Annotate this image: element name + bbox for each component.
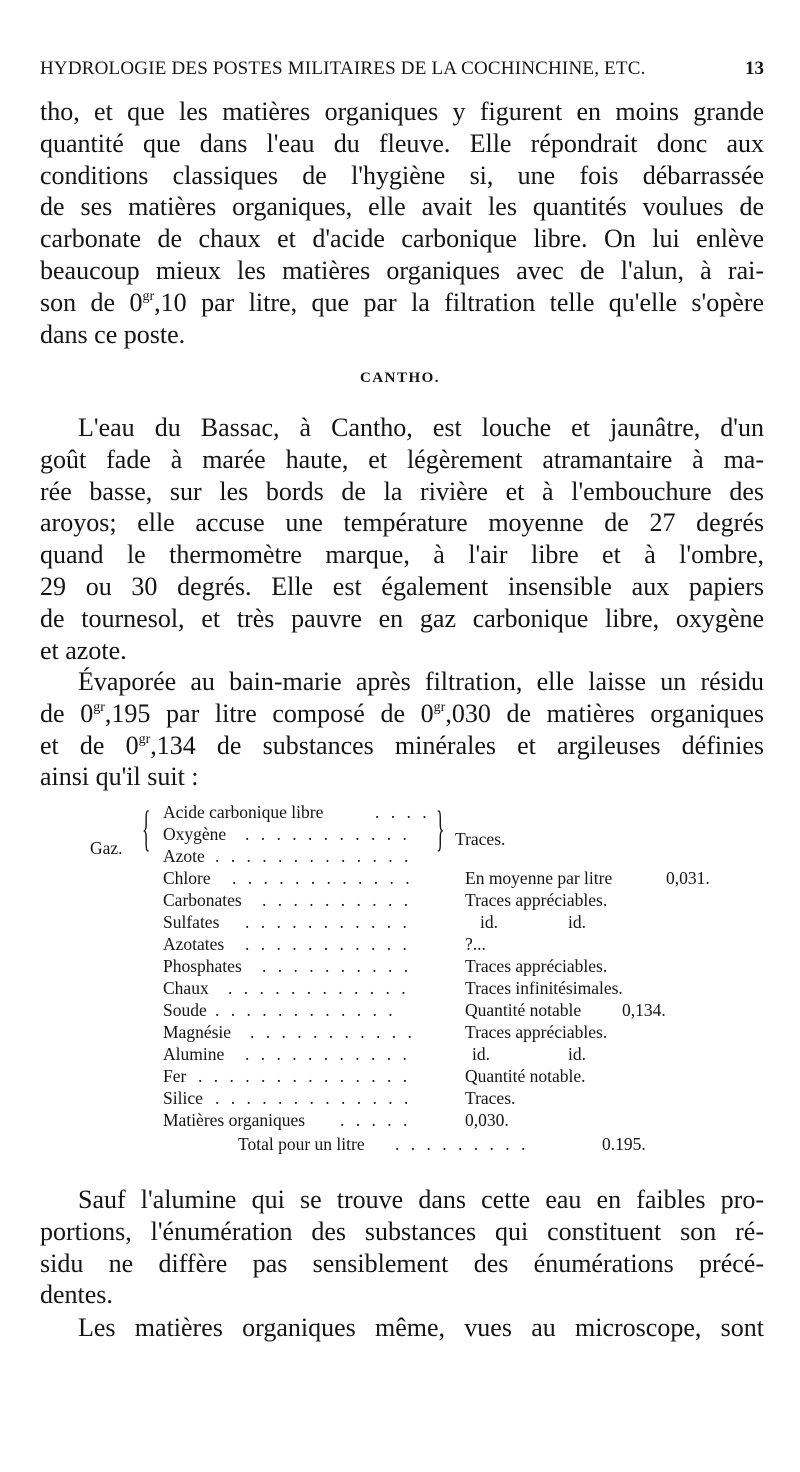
- substance-name: Silice: [163, 1088, 203, 1108]
- table-total-row: [0, 1134, 800, 1156]
- table-row: [0, 978, 800, 1000]
- total-value: 0.195.: [602, 1134, 646, 1154]
- leader-dots: . . . . . . . . . . .: [250, 1022, 416, 1042]
- leader-dots: . . . . . . . . . .: [262, 890, 412, 910]
- text-line: ainsi qu'il suit :: [40, 762, 199, 792]
- text-segment: son de 0: [40, 287, 143, 317]
- text-line: tho, et que les matières organiques y figurent en moins grande: [40, 97, 764, 126]
- paragraph-3: [40, 666, 764, 793]
- substance-value: En moyenne par litre: [465, 868, 613, 888]
- paragraph-1: [40, 96, 764, 350]
- table-row-gas: [0, 824, 800, 846]
- text-line: portions, l'énumération des substances qui constituent son ré-: [40, 1216, 764, 1246]
- text-line: Sauf l'alumine qui se trouve dans cette eau en faibles pro-: [78, 1185, 764, 1214]
- leader-dots: . . . . . . . . . . . . .: [215, 846, 412, 866]
- text-segment: de 0: [40, 698, 94, 728]
- text-line: 29 ou 30 degrés. Elle est également insensible aux papiers: [40, 571, 764, 601]
- substance-name: Azote: [163, 846, 205, 866]
- substance-name: Matières organiques: [163, 1110, 306, 1130]
- text-line: de ses matières organiques, elle avait les quantités voulues de: [40, 192, 764, 222]
- gas-traces-value: Traces.: [455, 829, 506, 849]
- substance-name: Fer: [163, 1066, 187, 1086]
- substance-value: id.: [480, 912, 498, 932]
- table-row: [0, 1110, 800, 1132]
- substance-name: Azotates: [163, 934, 225, 954]
- unit-superscript: gr: [433, 699, 446, 715]
- substance-name: Chaux: [163, 978, 209, 998]
- text-line: aroyos; elle accuse une température moyenne de 27 degrés: [40, 508, 764, 538]
- substance-value: Traces appréciables.: [465, 956, 608, 976]
- leader-dots: . . . . . . . . . . . . .: [215, 1088, 412, 1108]
- substance-value: 0,030.: [465, 1110, 509, 1130]
- unit-superscript: gr: [138, 731, 151, 747]
- text-line: sidu ne diffère pas sensiblement des énumérations précé-: [40, 1248, 764, 1278]
- text-line: Les matières organiques même, vues au microscope, sont: [78, 1313, 764, 1342]
- leader-dots: . . . . . . . . . . .: [245, 934, 411, 954]
- substance-name: Sulfates: [163, 912, 220, 932]
- table-row: [0, 1066, 800, 1088]
- substance-name: Soude: [163, 1000, 207, 1020]
- substance-name: Oxygène: [163, 824, 227, 844]
- text-line: [40, 287, 764, 319]
- table-row: [0, 1088, 800, 1110]
- text-segment: ,195 par litre composé de 0: [104, 698, 434, 728]
- leader-dots: . . . . . . . . . .: [262, 956, 412, 976]
- right-brace-icon: }: [436, 800, 445, 856]
- substance-value: Traces infinitésimales.: [465, 978, 623, 998]
- substance-amount: id.: [568, 912, 586, 932]
- text-line: [40, 698, 764, 730]
- substance-name: Alumine: [163, 1044, 225, 1064]
- text-line: goût fade à marée haute, et légèrement atramantaire à ma-: [40, 444, 764, 474]
- text-line: carbonate de chaux et d'acide carbonique libre. On lui enlève: [40, 224, 764, 254]
- text-segment: et de 0: [40, 730, 139, 760]
- substance-value: Traces appréciables.: [465, 1022, 608, 1042]
- table-row: [0, 1044, 800, 1066]
- leader-dots: . . . . . . . . . . . .: [232, 868, 414, 888]
- text-segment: ,030 de matières organiques: [445, 698, 765, 728]
- table-row: [0, 1000, 800, 1022]
- table-row-gas: [0, 846, 800, 868]
- substance-name: Phosphates: [163, 956, 242, 976]
- text-segment: ,10 par litre, que par la filtration telle qu'elle s'opère: [154, 287, 764, 317]
- substance-name: Carbonates: [163, 890, 242, 910]
- leader-dots: . . . . . . . . . . . .: [215, 1000, 397, 1020]
- text-line: dans ce poste.: [40, 319, 186, 349]
- substance-value: Quantité notable.: [465, 1066, 586, 1086]
- leader-dots: . . . . . . . . .: [395, 1134, 529, 1154]
- table-row: [0, 912, 800, 934]
- leader-dots: . . . . . . . . . . . .: [228, 978, 410, 998]
- substance-name: Chlore: [163, 868, 211, 888]
- text-line: beaucoup mieux les matières organiques avec de l'alun, à rai-: [40, 255, 764, 285]
- text-line: conditions classiques de l'hygiène si, une fois débarrassée: [40, 160, 764, 190]
- gas-group-label: Gaz.: [90, 838, 123, 858]
- table-row: [0, 934, 800, 956]
- substance-value: ?...: [465, 934, 486, 954]
- text-line: [40, 730, 764, 762]
- text-line: L'eau du Bassac, à Cantho, est louche et jaunâtre, d'un: [78, 413, 764, 442]
- running-header: [40, 58, 764, 88]
- leader-dots: . . . . . . . . . . . . . .: [198, 1066, 411, 1086]
- substance-value: Quantité notable: [465, 1000, 582, 1020]
- text-line: rée basse, sur les bords de la rivière et à l'embouchure des: [40, 476, 764, 506]
- table-row: [0, 890, 800, 912]
- table-row-gas: [0, 802, 800, 824]
- leader-dots: . . . . .: [340, 1110, 411, 1130]
- paragraph-4: [40, 1184, 764, 1311]
- unit-superscript: gr: [93, 699, 105, 715]
- text-line: de tournesol, et très pauvre en gaz carbonique libre, oxygène: [40, 603, 764, 633]
- text-line: dentes.: [40, 1280, 113, 1310]
- substance-amount: 0,134.: [622, 1000, 666, 1020]
- left-brace-icon: {: [142, 800, 151, 856]
- table-row: [0, 1022, 800, 1044]
- leader-dots: . . . . . . . . . . .: [245, 824, 411, 844]
- table-row: [0, 868, 800, 890]
- text-segment: ,134 de substances minérales et argileuses définies: [150, 730, 764, 760]
- substance-value: Traces appréciables.: [465, 890, 608, 910]
- total-label: Total pour un litre: [238, 1134, 365, 1154]
- substance-amount: 0,031.: [666, 868, 710, 888]
- text-line: et azote.: [40, 635, 127, 665]
- paragraph-5: [40, 1312, 764, 1344]
- page-number: 13: [745, 58, 764, 79]
- section-title: CANTHO.: [359, 370, 441, 386]
- text-line: quand le thermomètre marque, à l'air libre et à l'ombre,: [40, 540, 764, 570]
- table-row: [0, 956, 800, 978]
- running-title: HYDROLOGIE DES POSTES MILITAIRES DE LA COCHINCHINE, ETC.: [40, 58, 646, 79]
- leader-dots: . . . . . . . . . . .: [245, 1044, 411, 1064]
- substance-name: Magnésie: [163, 1022, 232, 1042]
- text-line: Évaporée au bain-marie après filtration, elle laisse un résidu: [78, 667, 764, 696]
- unit-superscript: gr: [142, 288, 155, 304]
- text-line: quantité que dans l'eau du fleuve. Elle répondrait donc aux: [40, 128, 764, 158]
- substance-amount: id.: [568, 1044, 586, 1064]
- substance-value: id.: [472, 1044, 490, 1064]
- leader-dots: . . . . . . . . . . .: [245, 912, 411, 932]
- paragraph-2: [40, 412, 764, 666]
- substance-name: Acide carbonique libre: [163, 802, 324, 822]
- leader-dots: . . . .: [375, 802, 431, 822]
- substance-value: Traces.: [465, 1088, 516, 1108]
